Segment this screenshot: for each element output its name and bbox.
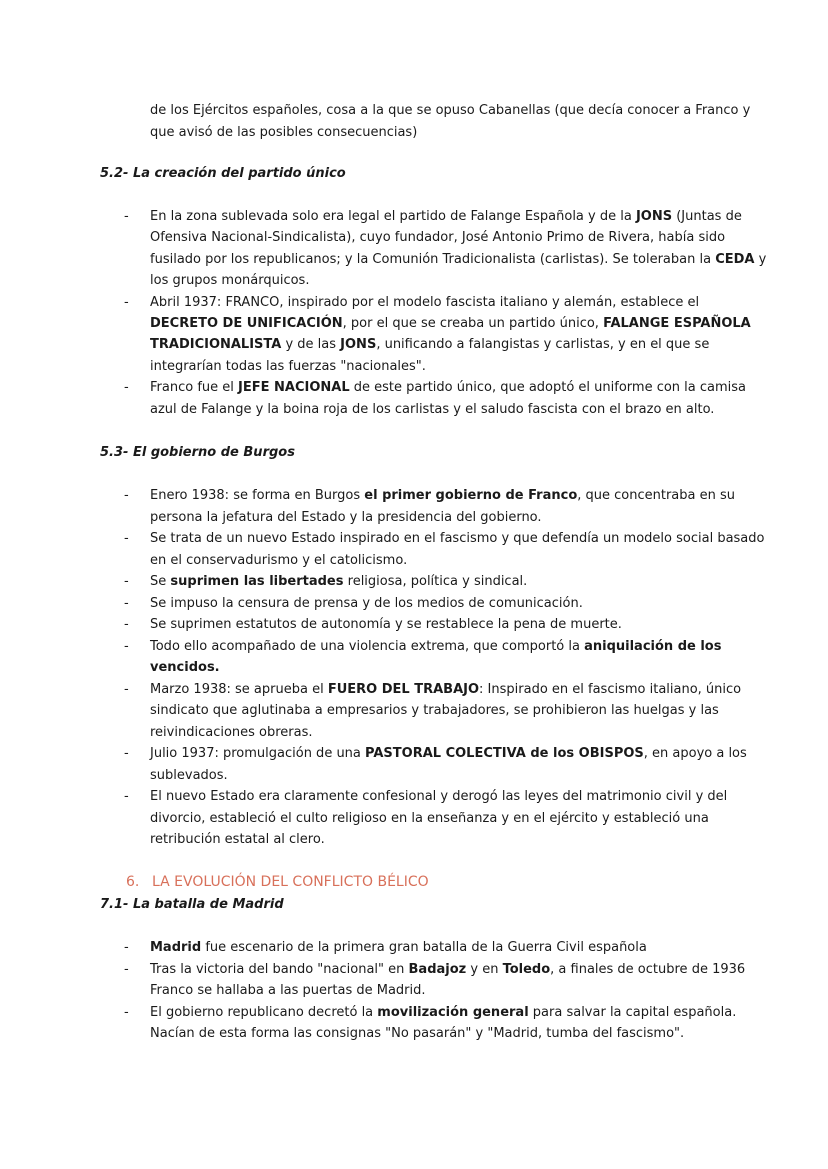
text-run: Se trata de un nuevo Estado inspirado en el fascismo y que defendía un modelo social basado xyxy=(150,531,765,546)
bullet-dash: - xyxy=(124,681,129,697)
text-run: y xyxy=(754,251,767,267)
text-run: Franco se hallaba a las puertas de Madrid. xyxy=(150,983,426,998)
bullet-dash: - xyxy=(124,488,129,503)
bold-text: aniquilación de los xyxy=(584,638,722,654)
bullet-dash: - xyxy=(124,595,129,611)
text-run: Se xyxy=(150,574,171,589)
text-run: , a finales de octubre de 1936 xyxy=(550,961,746,977)
text-run: Se suprimen estatutos de autonomía y se restablece la pena de muerte. xyxy=(150,617,622,632)
text-run: Enero 1938: se forma en Burgos xyxy=(150,488,365,503)
text-run: reivindicaciones obreras. xyxy=(150,724,313,740)
text-run: integrarían todas las fuerzas "nacionales". xyxy=(150,358,426,374)
intro-line: de los Ejércitos españoles, cosa a la que se opuso Cabanellas (que decía conocer a Franco y xyxy=(150,103,751,118)
bullet-line xyxy=(150,358,426,376)
section-6-number: 6. xyxy=(126,874,140,890)
bullet-line xyxy=(150,1004,736,1022)
bold-text: vencidos. xyxy=(150,660,220,675)
bullet-dash: - xyxy=(124,574,129,589)
bullet-line xyxy=(150,272,309,290)
bullet-line xyxy=(150,982,426,1000)
text-run: , que concentraba en su xyxy=(577,488,736,503)
text-run: religiosa, política y sindical. xyxy=(343,574,528,589)
text-run: para salvar la capital española. xyxy=(528,1004,737,1020)
bullet-dash: - xyxy=(124,380,129,396)
bullet-line xyxy=(150,745,747,763)
text-run: Marzo 1938: se aprueba el xyxy=(150,681,328,697)
bullet-line xyxy=(150,659,220,677)
text-run: Abril 1937: FRANCO, inspirado por el modelo fascista italiano y alemán, establece el xyxy=(150,294,700,310)
text-run: y en xyxy=(466,961,503,977)
bullet-line xyxy=(150,552,407,570)
bullet-line xyxy=(150,251,766,269)
text-run: , por el que se creaba un partido único, xyxy=(342,316,604,331)
bullet-line xyxy=(150,939,647,957)
bullet-line xyxy=(150,1025,684,1043)
text-run: Julio 1937: promulgación de una xyxy=(150,746,366,761)
bold-text: TRADICIONALISTA xyxy=(150,337,282,353)
bullet-line xyxy=(150,379,746,397)
section-6-heading xyxy=(126,874,429,890)
section-5-2-title: 5.2- La creación del partido único xyxy=(100,166,346,181)
bullet-line xyxy=(150,530,764,548)
bullet-line xyxy=(150,401,714,419)
bullet-line xyxy=(150,767,228,785)
bullet-line xyxy=(150,788,727,806)
bullet-line xyxy=(150,616,622,634)
bullet-dash: - xyxy=(124,961,129,977)
bullet-line xyxy=(150,294,699,312)
bold-text: movilización general xyxy=(377,1004,529,1020)
bullet-dash: - xyxy=(124,617,129,632)
text-run: El nuevo Estado era claramente confesional y derogó las leyes del matrimonio civil y del xyxy=(150,789,728,804)
bullet-line xyxy=(150,315,751,333)
bold-text: suprimen las libertades xyxy=(170,574,344,589)
text-run: y de las xyxy=(281,337,341,353)
bold-text: FALANGE ESPAÑOLA xyxy=(603,316,751,331)
bullet-line xyxy=(150,336,709,354)
bullet-dash: - xyxy=(124,531,129,546)
text-run: Se impuso la censura de prensa y de los medios de comunicación. xyxy=(150,595,583,611)
bullet-line xyxy=(150,229,725,247)
text-run: Todo ello acompañado de una violencia extrema, que comportó la xyxy=(150,638,585,654)
text-run: divorcio, estableció el culto religioso en la enseñanza y en el ejército y estableció una xyxy=(150,810,709,826)
bullet-line xyxy=(150,681,741,699)
section-5-3-title: 5.3- El gobierno de Burgos xyxy=(100,445,295,460)
bullet-dash: - xyxy=(124,294,129,310)
text-run: Tras la victoria del bando "nacional" en xyxy=(150,961,409,977)
bold-text: Toledo xyxy=(502,961,551,977)
bullet-dash: - xyxy=(124,209,129,224)
bullet-line xyxy=(150,831,325,849)
text-run: de este partido único, que adoptó el uniforme con la camisa xyxy=(349,380,747,396)
text-run: fusilado por los republicanos; y la Comunión Tradicionalista (carlistas). Se toleraban la xyxy=(150,251,716,267)
bullet-dash: - xyxy=(124,789,129,804)
bullet-dash: - xyxy=(124,940,129,955)
bullet-line xyxy=(150,810,709,828)
text-run: sublevados. xyxy=(150,767,228,783)
bold-text: DECRETO DE UNIFICACIÓN xyxy=(150,316,343,331)
bullet-line xyxy=(150,487,735,505)
text-run: En la zona sublevada solo era legal el partido de Falange Española y de la xyxy=(150,209,636,224)
intro-line: que avisó de las posibles consecuencias) xyxy=(150,125,418,140)
bold-text: Madrid xyxy=(150,940,202,955)
text-run: , unificando a falangistas y carlistas, y en el que se xyxy=(376,337,710,353)
bullet-dash: - xyxy=(124,638,129,654)
text-run: (Juntas de xyxy=(672,209,742,224)
text-run: sindicato que aglutinaba a empresarios y trabajadores, se prohibieron las huelgas y las xyxy=(150,703,719,718)
text-run: : Inspirado en el fascismo italiano, único xyxy=(479,681,742,697)
section-7-1-title: 7.1- La batalla de Madrid xyxy=(100,897,284,912)
bullet-line xyxy=(150,509,542,527)
bullet-line xyxy=(150,573,527,591)
bullet-line xyxy=(150,961,745,979)
bullet-line xyxy=(150,595,583,613)
text-run: Ofensiva Nacional-Sindicalista), cuyo fundador, José Antonio Primo de Rivera, había sido xyxy=(150,230,726,246)
bold-text: JONS xyxy=(635,209,673,224)
bold-text: el primer gobierno de Franco xyxy=(364,488,578,503)
bullet-dash: - xyxy=(124,746,129,761)
text-run: en el conservadurismo y el catolicismo. xyxy=(150,552,408,568)
text-run: los grupos monárquicos. xyxy=(150,273,310,289)
bullet-line xyxy=(150,724,313,742)
text-run: Nacían de esta forma las consignas "No pasarán" y "Madrid, tumba del fascismo". xyxy=(150,1026,685,1041)
bullet-line xyxy=(150,702,719,720)
bullet-line xyxy=(150,638,721,656)
bold-text: PASTORAL COLECTIVA de los OBISPOS xyxy=(365,746,644,761)
bullet-dash: - xyxy=(124,1004,129,1020)
bold-text: FUERO DEL TRABAJO xyxy=(327,681,480,697)
bold-text: Badajoz xyxy=(408,961,467,977)
bullet-line xyxy=(150,208,742,226)
text-run: fue escenario de la primera gran batalla de la Guerra Civil española xyxy=(201,940,647,955)
bold-text: JEFE NACIONAL xyxy=(238,380,350,396)
text-run: azul de Falange y la boina roja de los carlistas y el saludo fascista con el brazo en alto. xyxy=(150,401,715,417)
text-run: persona la jefatura del Estado y la presidencia del gobierno. xyxy=(150,509,542,525)
bold-text: CEDA xyxy=(715,251,755,267)
text-run: El gobierno republicano decretó la xyxy=(150,1004,378,1020)
text-run: Franco fue el xyxy=(150,380,239,396)
bold-text: JONS xyxy=(340,337,377,353)
text-run: , en apoyo a los xyxy=(643,746,747,761)
text-run: retribución estatal al clero. xyxy=(150,832,325,847)
section-6-title: LA EVOLUCIÓN DEL CONFLICTO BÉLICO xyxy=(152,874,429,890)
